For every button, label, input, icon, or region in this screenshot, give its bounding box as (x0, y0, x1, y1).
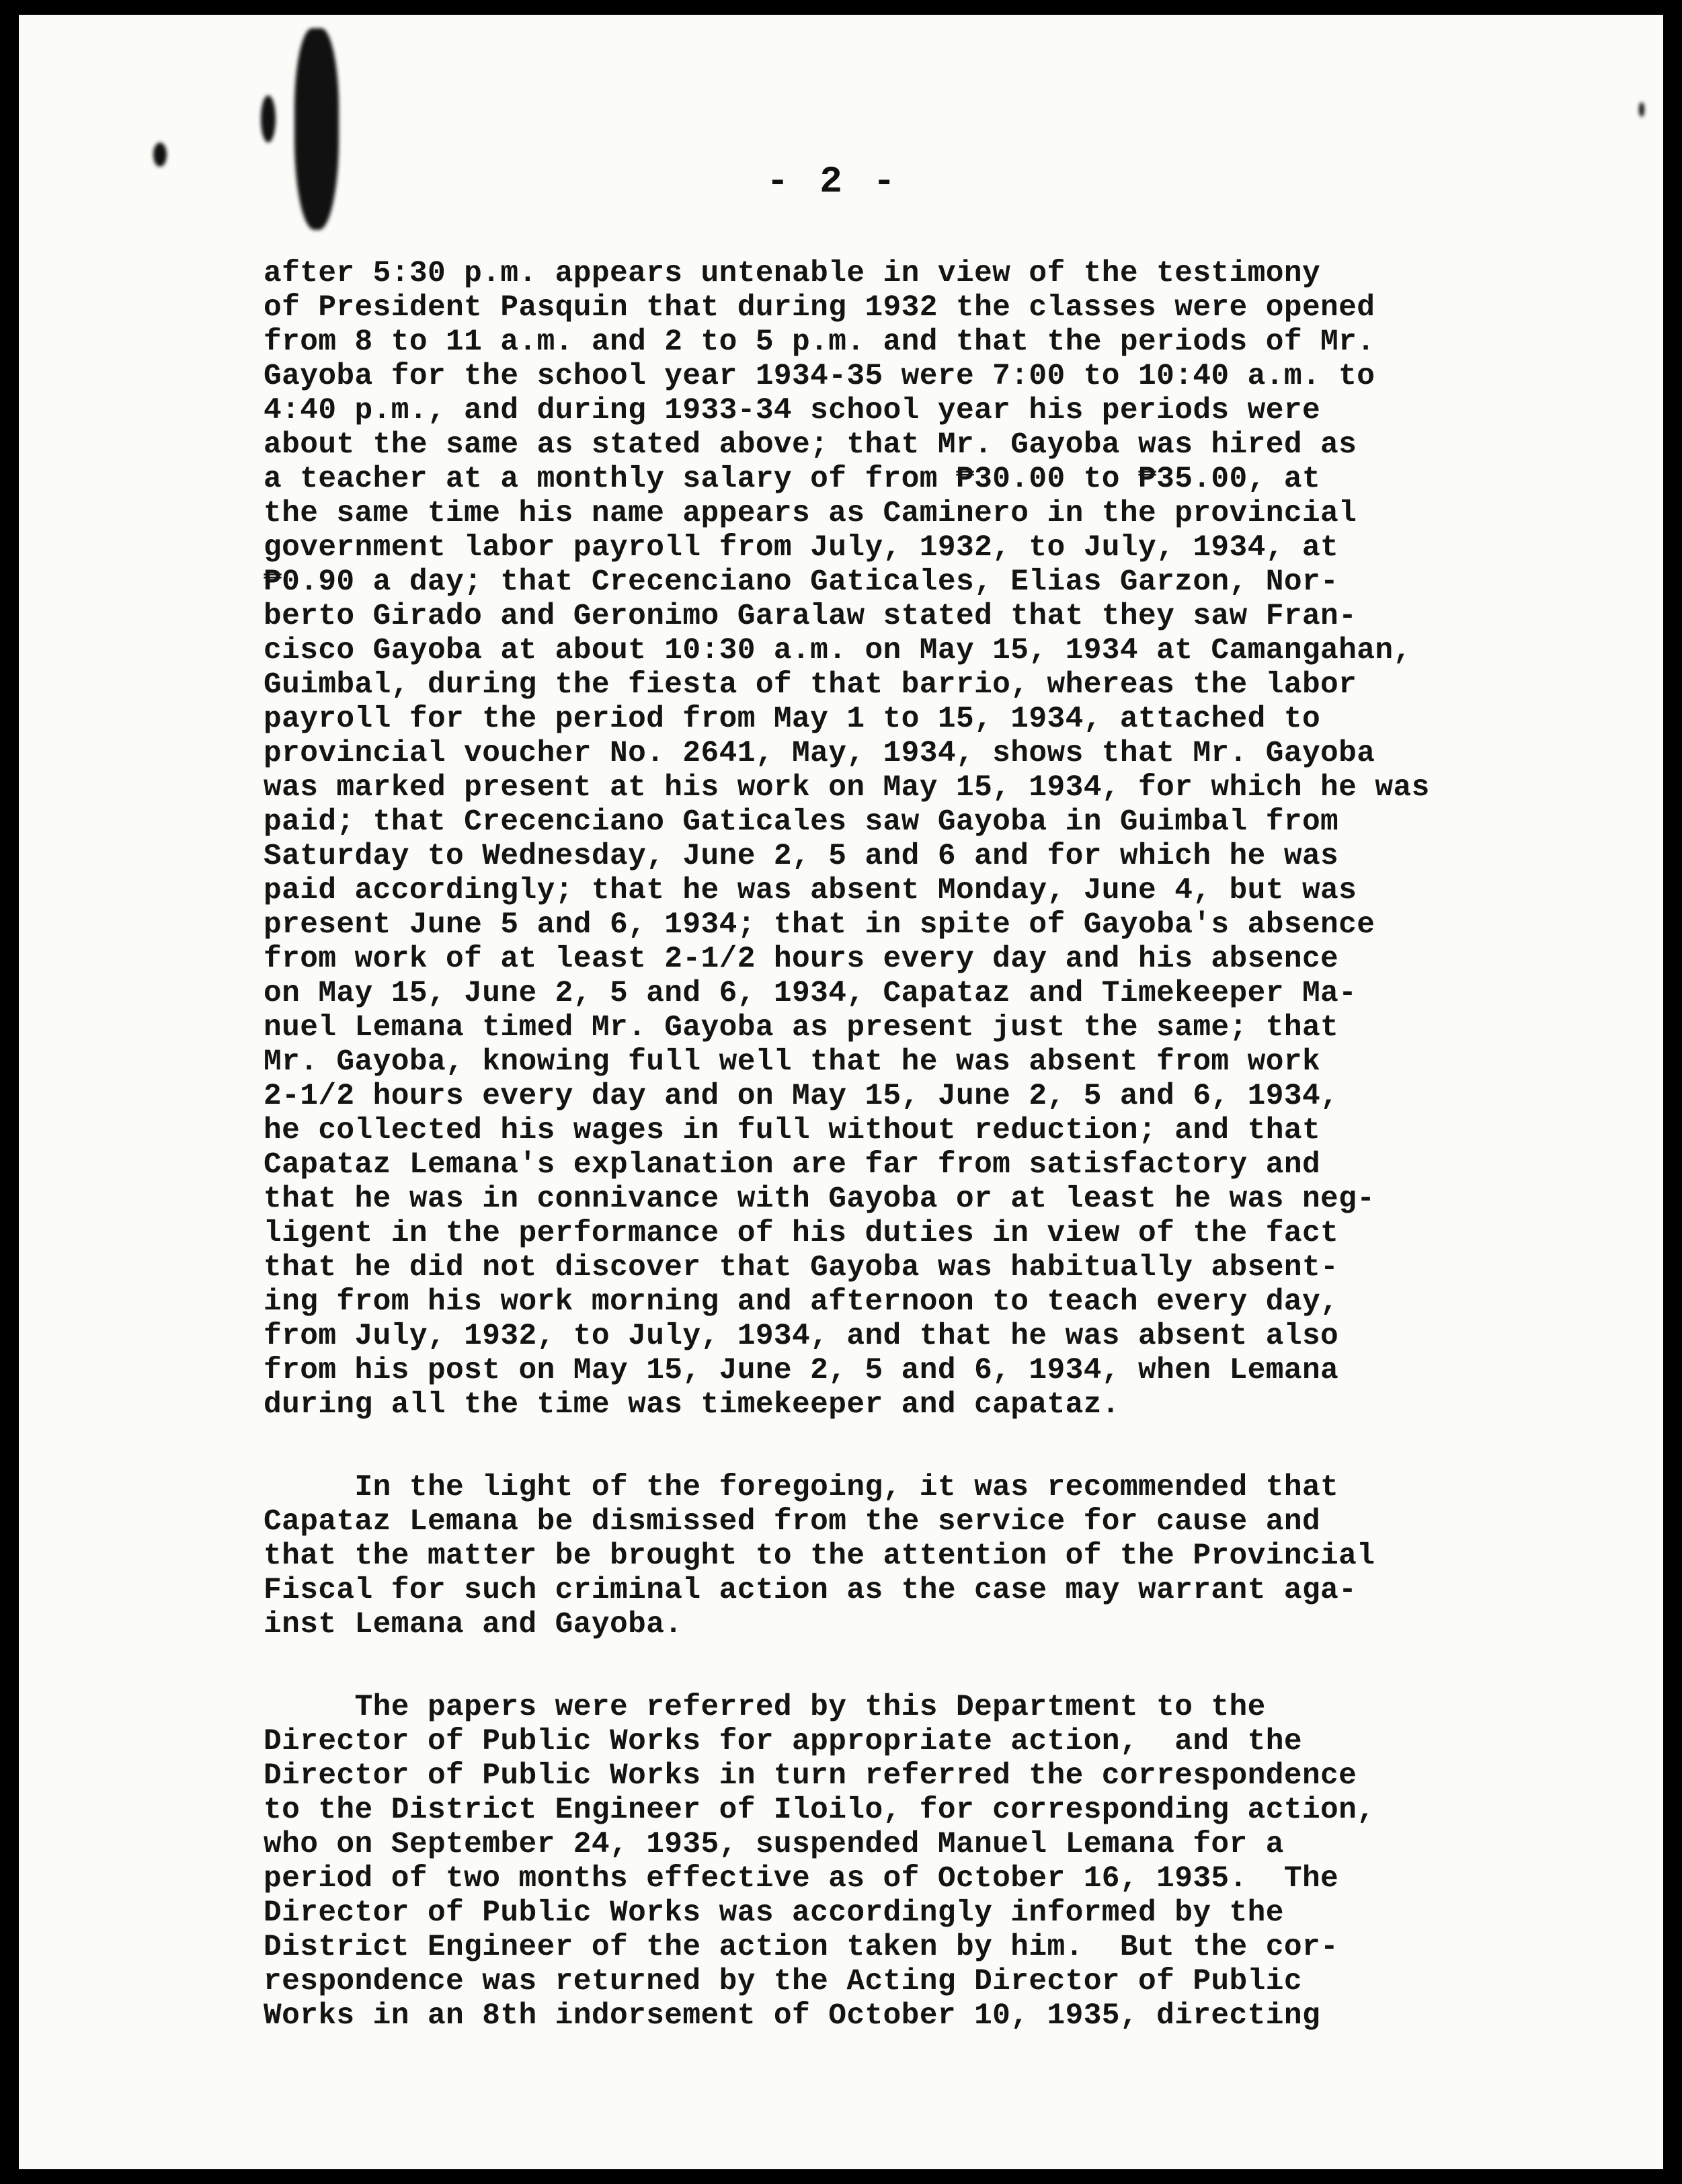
text-line: 4:40 p.m., and during 1933-34 school year his periods were (264, 394, 1321, 428)
text-line: from work of at least 2-1/2 hours every day and his absence (264, 942, 1339, 976)
text-line: a teacher at a monthly salary of from ₱30.00 to ₱35.00, at (264, 462, 1321, 496)
text-line: nuel Lemana timed Mr. Gayoba as present just the same; that (264, 1011, 1339, 1045)
text-line: to the District Engineer of Iloilo, for corresponding action, (264, 1793, 1375, 1827)
text-line: respondence was returned by the Acting Director of Public (264, 1965, 1302, 1998)
text-line: he collected his wages in full without reduction; and that (264, 1114, 1321, 1147)
text-line: of President Pasquin that during 1932 the classes were opened (264, 291, 1375, 325)
text-line: from his post on May 15, June 2, 5 and 6, 1934, when Lemana (264, 1354, 1339, 1387)
text-line: on May 15, June 2, 5 and 6, 1934, Capataz and Timekeeper Ma- (264, 977, 1357, 1010)
text-line: Fiscal for such criminal action as the case may warrant aga- (264, 1574, 1357, 1607)
text-line: from 8 to 11 a.m. and 2 to 5 p.m. and that the periods of Mr. (264, 325, 1375, 359)
paragraph-gap (264, 1642, 1595, 1691)
document-body (264, 257, 1595, 2033)
text-line: Gayoba for the school year 1934-35 were 7:00 to 10:40 a.m. to (264, 360, 1375, 393)
text-line: paid; that Crecenciano Gaticales saw Gayoba in Guimbal from (264, 805, 1339, 839)
text-line: payroll for the period from May 1 to 15, 1934, attached to (264, 702, 1321, 736)
text-line: ing from his work morning and afternoon to teach every day, (264, 1285, 1339, 1319)
paragraph (264, 257, 1595, 1422)
paragraph-gap (264, 1422, 1595, 1471)
text-line: from July, 1932, to July, 1934, and that he was absent also (264, 1320, 1339, 1353)
text-line: was marked present at his work on May 15, 1934, for which he was (264, 771, 1430, 805)
text-line: Guimbal, during the fiesta of that barrio, whereas the labor (264, 668, 1357, 702)
text-line: provincial voucher No. 2641, May, 1934, shows that Mr. Gayoba (264, 737, 1375, 770)
text-line: paid accordingly; that he was absent Monday, June 4, but was (264, 874, 1357, 907)
text-line: that he was in connivance with Gayoba or at least he was neg- (264, 1182, 1375, 1216)
text-line: cisco Gayoba at about 10:30 a.m. on May 15, 1934 at Camangahan, (264, 634, 1412, 668)
text-line: who on September 24, 1935, suspended Manuel Lemana for a (264, 1828, 1284, 1861)
text-line: during all the time was timekeeper and capataz. (264, 1388, 1120, 1422)
text-line: ₱0.90 a day; that Crecenciano Gaticales, Elias Garzon, Nor- (264, 565, 1339, 599)
text-line: that the matter be brought to the attention of the Provincial (264, 1539, 1375, 1573)
paragraph (264, 1471, 1595, 1642)
text-line: present June 5 and 6, 1934; that in spite of Gayoba's absence (264, 908, 1375, 942)
text-line: Director of Public Works in turn referred the correspondence (264, 1759, 1357, 1793)
text-line: after 5:30 p.m. appears untenable in view of the testimony (264, 257, 1321, 290)
ink-smudge-mark (1639, 102, 1644, 117)
paragraph (264, 1691, 1595, 2033)
text-line: 2-1/2 hours every day and on May 15, June 2, 5 and 6, 1934, (264, 1080, 1339, 1113)
text-line: The papers were referred by this Department to the (264, 1691, 1266, 1724)
text-line: government labor payroll from July, 1932, to July, 1934, at (264, 531, 1339, 565)
text-line: the same time his name appears as Caminero in the provincial (264, 497, 1357, 530)
text-line: about the same as stated above; that Mr. Gayoba was hired as (264, 428, 1357, 462)
text-line: period of two months effective as of October 16, 1935. The (264, 1862, 1339, 1896)
text-line: Capataz Lemana's explanation are far from satisfactory and (264, 1148, 1321, 1182)
text-line: that he did not discover that Gayoba was habitually absent- (264, 1251, 1339, 1285)
text-line: District Engineer of the action taken by him. But the cor- (264, 1931, 1339, 1964)
text-line: ligent in the performance of his duties in view of the fact (264, 1217, 1339, 1250)
text-line: Saturday to Wednesday, June 2, 5 and 6 and for which he was (264, 840, 1339, 873)
text-line: In the light of the foregoing, it was recommended that (264, 1471, 1339, 1504)
text-line: Director of Public Works for appropriate action, and the (264, 1725, 1302, 1758)
text-line: Mr. Gayoba, knowing full well that he was absent from work (264, 1045, 1321, 1079)
text-line: Director of Public Works was accordingly informed by the (264, 1896, 1284, 1930)
ink-smudge-mark (294, 28, 339, 230)
ink-smudge-mark (261, 95, 276, 143)
page-number: - 2 - (766, 160, 900, 203)
text-line: Works in an 8th indorsement of October 10, 1935, directing (264, 1999, 1321, 2033)
text-line: berto Girado and Geronimo Garalaw stated that they saw Fran- (264, 600, 1357, 633)
ink-smudge-mark (153, 143, 167, 167)
text-line: Capataz Lemana be dismissed from the service for cause and (264, 1505, 1321, 1539)
text-line: inst Lemana and Gayoba. (264, 1608, 683, 1642)
